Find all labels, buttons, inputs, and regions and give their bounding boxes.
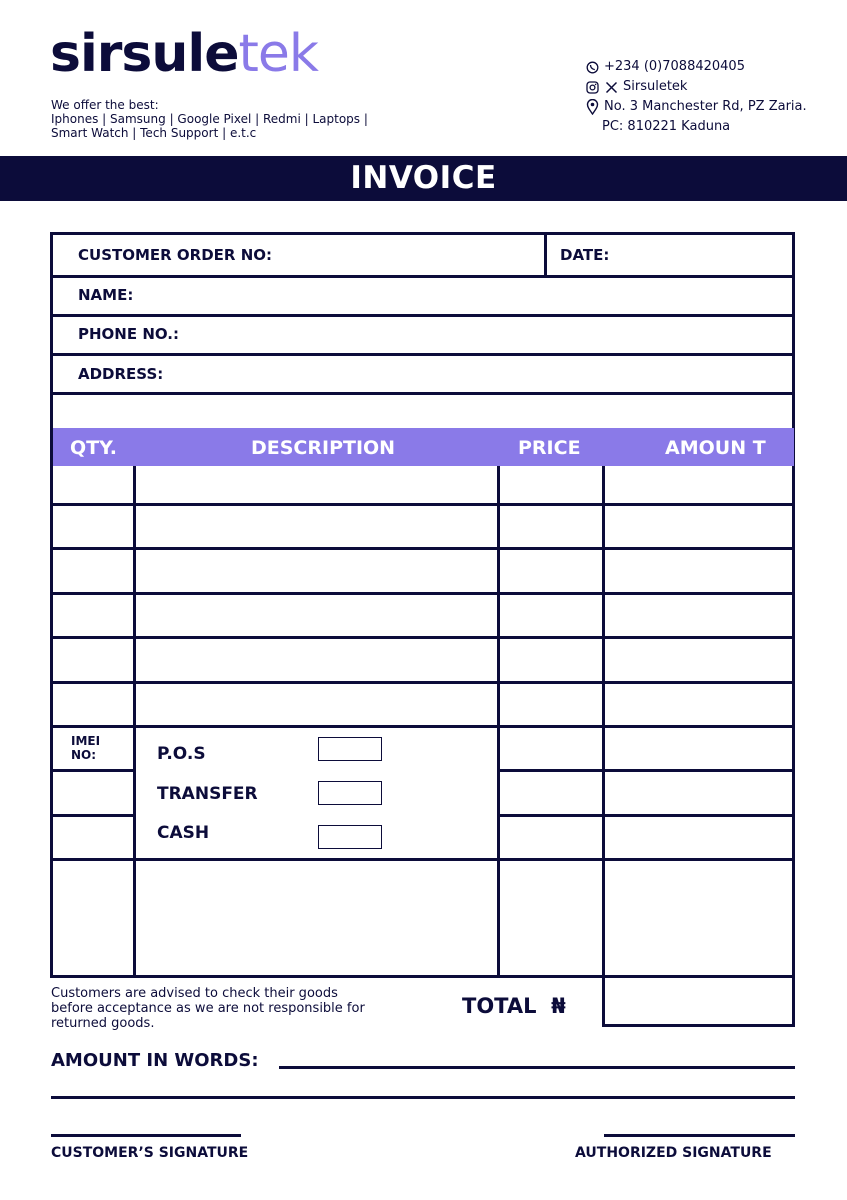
tagline-services: Smart Watch | Tech Support | e.t.c [51, 126, 257, 140]
payment-cash-label: CASH [157, 823, 210, 843]
payment-transfer-checkbox[interactable] [318, 781, 382, 805]
authorized-signature-line[interactable] [604, 1134, 795, 1137]
name-field[interactable]: NAME: [78, 286, 134, 304]
amount-in-words-line[interactable] [279, 1066, 795, 1069]
contact-block [585, 57, 807, 137]
table-row-line [497, 814, 794, 817]
x-icon [604, 81, 619, 94]
customer-signature-label: CUSTOMER’S SIGNATURE [51, 1145, 249, 1161]
authorized-signature-label: AUTHORIZED SIGNATURE [575, 1145, 772, 1161]
contact-address-row [585, 97, 807, 117]
imei-label: IMEI NO: [71, 734, 101, 762]
phone-field[interactable]: PHONE NO.: [78, 325, 179, 343]
table-row-line [53, 681, 794, 684]
column-divider [133, 466, 136, 977]
customer-order-no-field[interactable]: CUSTOMER ORDER NO: [78, 246, 272, 264]
table-row-line [497, 769, 794, 772]
invoice-form-frame [50, 232, 795, 978]
table-row-line [53, 503, 794, 506]
table-row-line [53, 814, 135, 817]
payment-transfer-label: TRANSFER [157, 784, 258, 804]
invoice-title: INVOICE [350, 160, 497, 196]
contact-phone-row [585, 57, 807, 77]
column-divider [497, 859, 500, 977]
instagram-icon [585, 81, 600, 94]
payment-cash-checkbox[interactable] [318, 825, 382, 849]
column-divider [497, 466, 500, 859]
brand-logo [50, 24, 318, 84]
contact-address-line2: PC: 810221 Kaduna [602, 119, 731, 134]
tagline-products: Iphones | Samsung | Google Pixel | Redmi | Laptops | [51, 112, 368, 126]
total-amount-field[interactable] [602, 978, 795, 1027]
customer-signature-line[interactable] [51, 1134, 241, 1137]
tagline-intro: We offer the best: [51, 98, 159, 112]
table-row-line [53, 858, 794, 861]
brand-name-primary: sirsule [50, 24, 239, 84]
tagline [51, 98, 391, 140]
amount-in-words-line-2[interactable] [51, 1096, 795, 1099]
table-row-line [53, 592, 794, 595]
table-row-line [53, 769, 135, 772]
table-row-line [53, 725, 794, 728]
header-price: PRICE [518, 437, 581, 459]
location-pin-icon [585, 99, 600, 115]
address-continuation-field[interactable] [53, 395, 794, 428]
divider-line [53, 275, 794, 278]
contact-social-row [585, 77, 807, 97]
whatsapp-icon [585, 61, 600, 74]
naira-symbol: ₦ [551, 994, 566, 1018]
contact-social-handle: Sirsuletek [623, 79, 688, 94]
amount-in-words-label: AMOUNT IN WORDS: [51, 1050, 259, 1071]
table-row-line [53, 636, 794, 639]
date-field[interactable]: DATE: [560, 246, 610, 264]
brand-name-accent: tek [238, 24, 318, 84]
invoice-banner [0, 156, 847, 201]
header-qty: QTY. [70, 437, 117, 459]
address-field[interactable]: ADDRESS: [78, 365, 164, 383]
header-amount: AMOUN T [665, 437, 766, 459]
disclaimer-note: Customers are advised to check their goods before acceptance as we are not responsible for returned goods. [51, 986, 365, 1031]
contact-phone: +234 (0)7088420405 [604, 59, 745, 74]
contact-address-line1: No. 3 Manchester Rd, PZ Zaria. [604, 99, 807, 114]
divider-line [544, 235, 547, 275]
divider-line [53, 353, 794, 356]
payment-pos-label: P.O.S [157, 744, 206, 764]
table-row-line [53, 547, 794, 550]
total-label: TOTAL ₦ [462, 994, 566, 1018]
divider-line [53, 314, 794, 317]
column-divider [602, 466, 605, 977]
header-description: DESCRIPTION [251, 437, 396, 459]
payment-pos-checkbox[interactable] [318, 737, 382, 761]
